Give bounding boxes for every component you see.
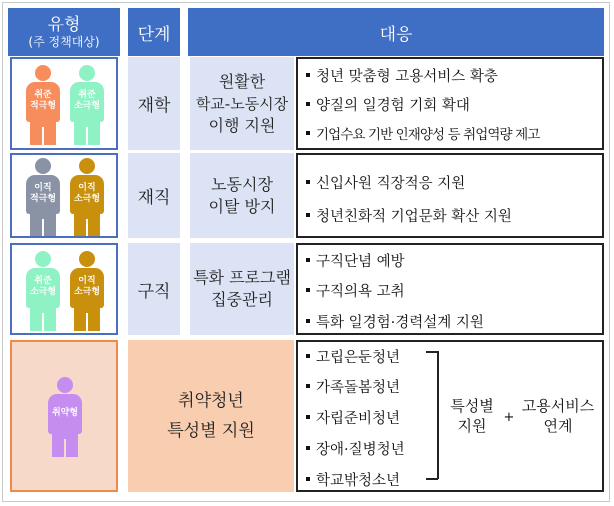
person-label-line-1: 이직 [34,183,52,193]
person-figure [48,377,82,457]
type-box-row-3 [10,243,118,335]
person-label-line-1: 이직 [78,276,96,286]
person-figure [70,158,104,236]
type-box-row-1 [10,57,118,150]
stage-label: 구직 [137,281,171,302]
bullet-item: 신입사원 직장적응 지원 [306,172,465,193]
response-box-row-4 [296,340,604,492]
side-text-left: 특성별 지원 [450,397,494,435]
person-label-line-1: 취약형 [51,408,79,418]
desc-row-4 [128,340,294,492]
desc-line: 취약청년 [178,391,244,411]
type-box-row-2 [10,153,118,238]
person-figure [70,65,104,145]
header-response-label: 대응 [379,24,413,45]
bullet-item: 청년 맞춤형 고용서비스 확충 [306,65,498,86]
bullet-item: 고립은둔청년 [306,346,400,367]
bullet-item: 장애·질병청년 [306,438,405,459]
desc-line: 특화 프로그램 [193,268,291,287]
person-figure [26,158,60,236]
header-response [188,8,604,56]
desc-line: 노동시장 [211,174,273,194]
side-text-right: 고용서비스 연계 [521,397,595,435]
stage-label: 재학 [137,96,171,116]
desc-row-2 [190,153,294,238]
person-figure [26,65,60,145]
bullet-item: 양질의 일경험 기회 확대 [306,94,470,115]
bracket-vertical [437,351,439,479]
desc-row-3 [190,243,294,335]
person-label-line-1: 취준 [34,276,52,286]
header-stage [128,8,180,56]
header-type [8,8,120,56]
person-label-line-2: 적극형 [29,194,57,204]
desc-line: 집중관리 [211,290,273,309]
person-figure [70,251,104,331]
bullet-item: 특화 일경험·경력설계 지원 [306,311,484,332]
person-label-line-2: 소극형 [73,101,101,111]
desc-line: 특성별 지원 [167,421,255,441]
bullet-item: 가족돌봄청년 [306,376,400,397]
bullet-item: 청년친화적 기업문화 확산 지원 [306,205,512,226]
person-label-line-1: 취준 [34,90,52,100]
response-box-row-2 [296,153,604,238]
response-box-row-3 [296,243,604,335]
desc-line: 학교-노동시장 [195,94,289,113]
stage-row-2 [128,153,180,238]
person-label-line-1: 이직 [78,183,96,193]
bracket-bottom [426,478,438,480]
stage-row-3 [128,243,180,335]
person-label-line-1: 취준 [78,90,96,100]
person-label-line-2: 소극형 [73,194,101,204]
header-type-sub: (주 정책대상) [28,34,100,49]
desc-line: 원활한 [218,71,266,91]
person-label-line-2: 소극형 [29,287,57,297]
type-box-row-4 [10,340,118,492]
desc-line: 이탈 방지 [208,196,276,216]
person-figure [26,251,60,331]
stage-row-1 [128,57,180,150]
person-label-line-2: 적극형 [29,101,57,111]
bullet-item: 구직의욕 고취 [306,280,405,301]
header-type-label: 유형 [47,14,81,35]
stage-label: 재직 [137,188,171,208]
bullet-item: 자립준비청년 [306,407,400,428]
desc-line: 이행 지원 [208,115,276,135]
bullet-item: 학교밖청소년 [306,469,400,490]
header-stage-label: 단계 [137,24,171,45]
response-box-row-1 [296,57,604,150]
plus-sign: + [503,410,515,425]
bullet-item: 구직단념 예방 [306,250,405,271]
bullet-item: 기업수요 기반 인재양성 등 취업역량 제고 [306,123,539,143]
desc-row-1 [190,57,294,150]
person-label-line-2: 소극형 [73,287,101,297]
